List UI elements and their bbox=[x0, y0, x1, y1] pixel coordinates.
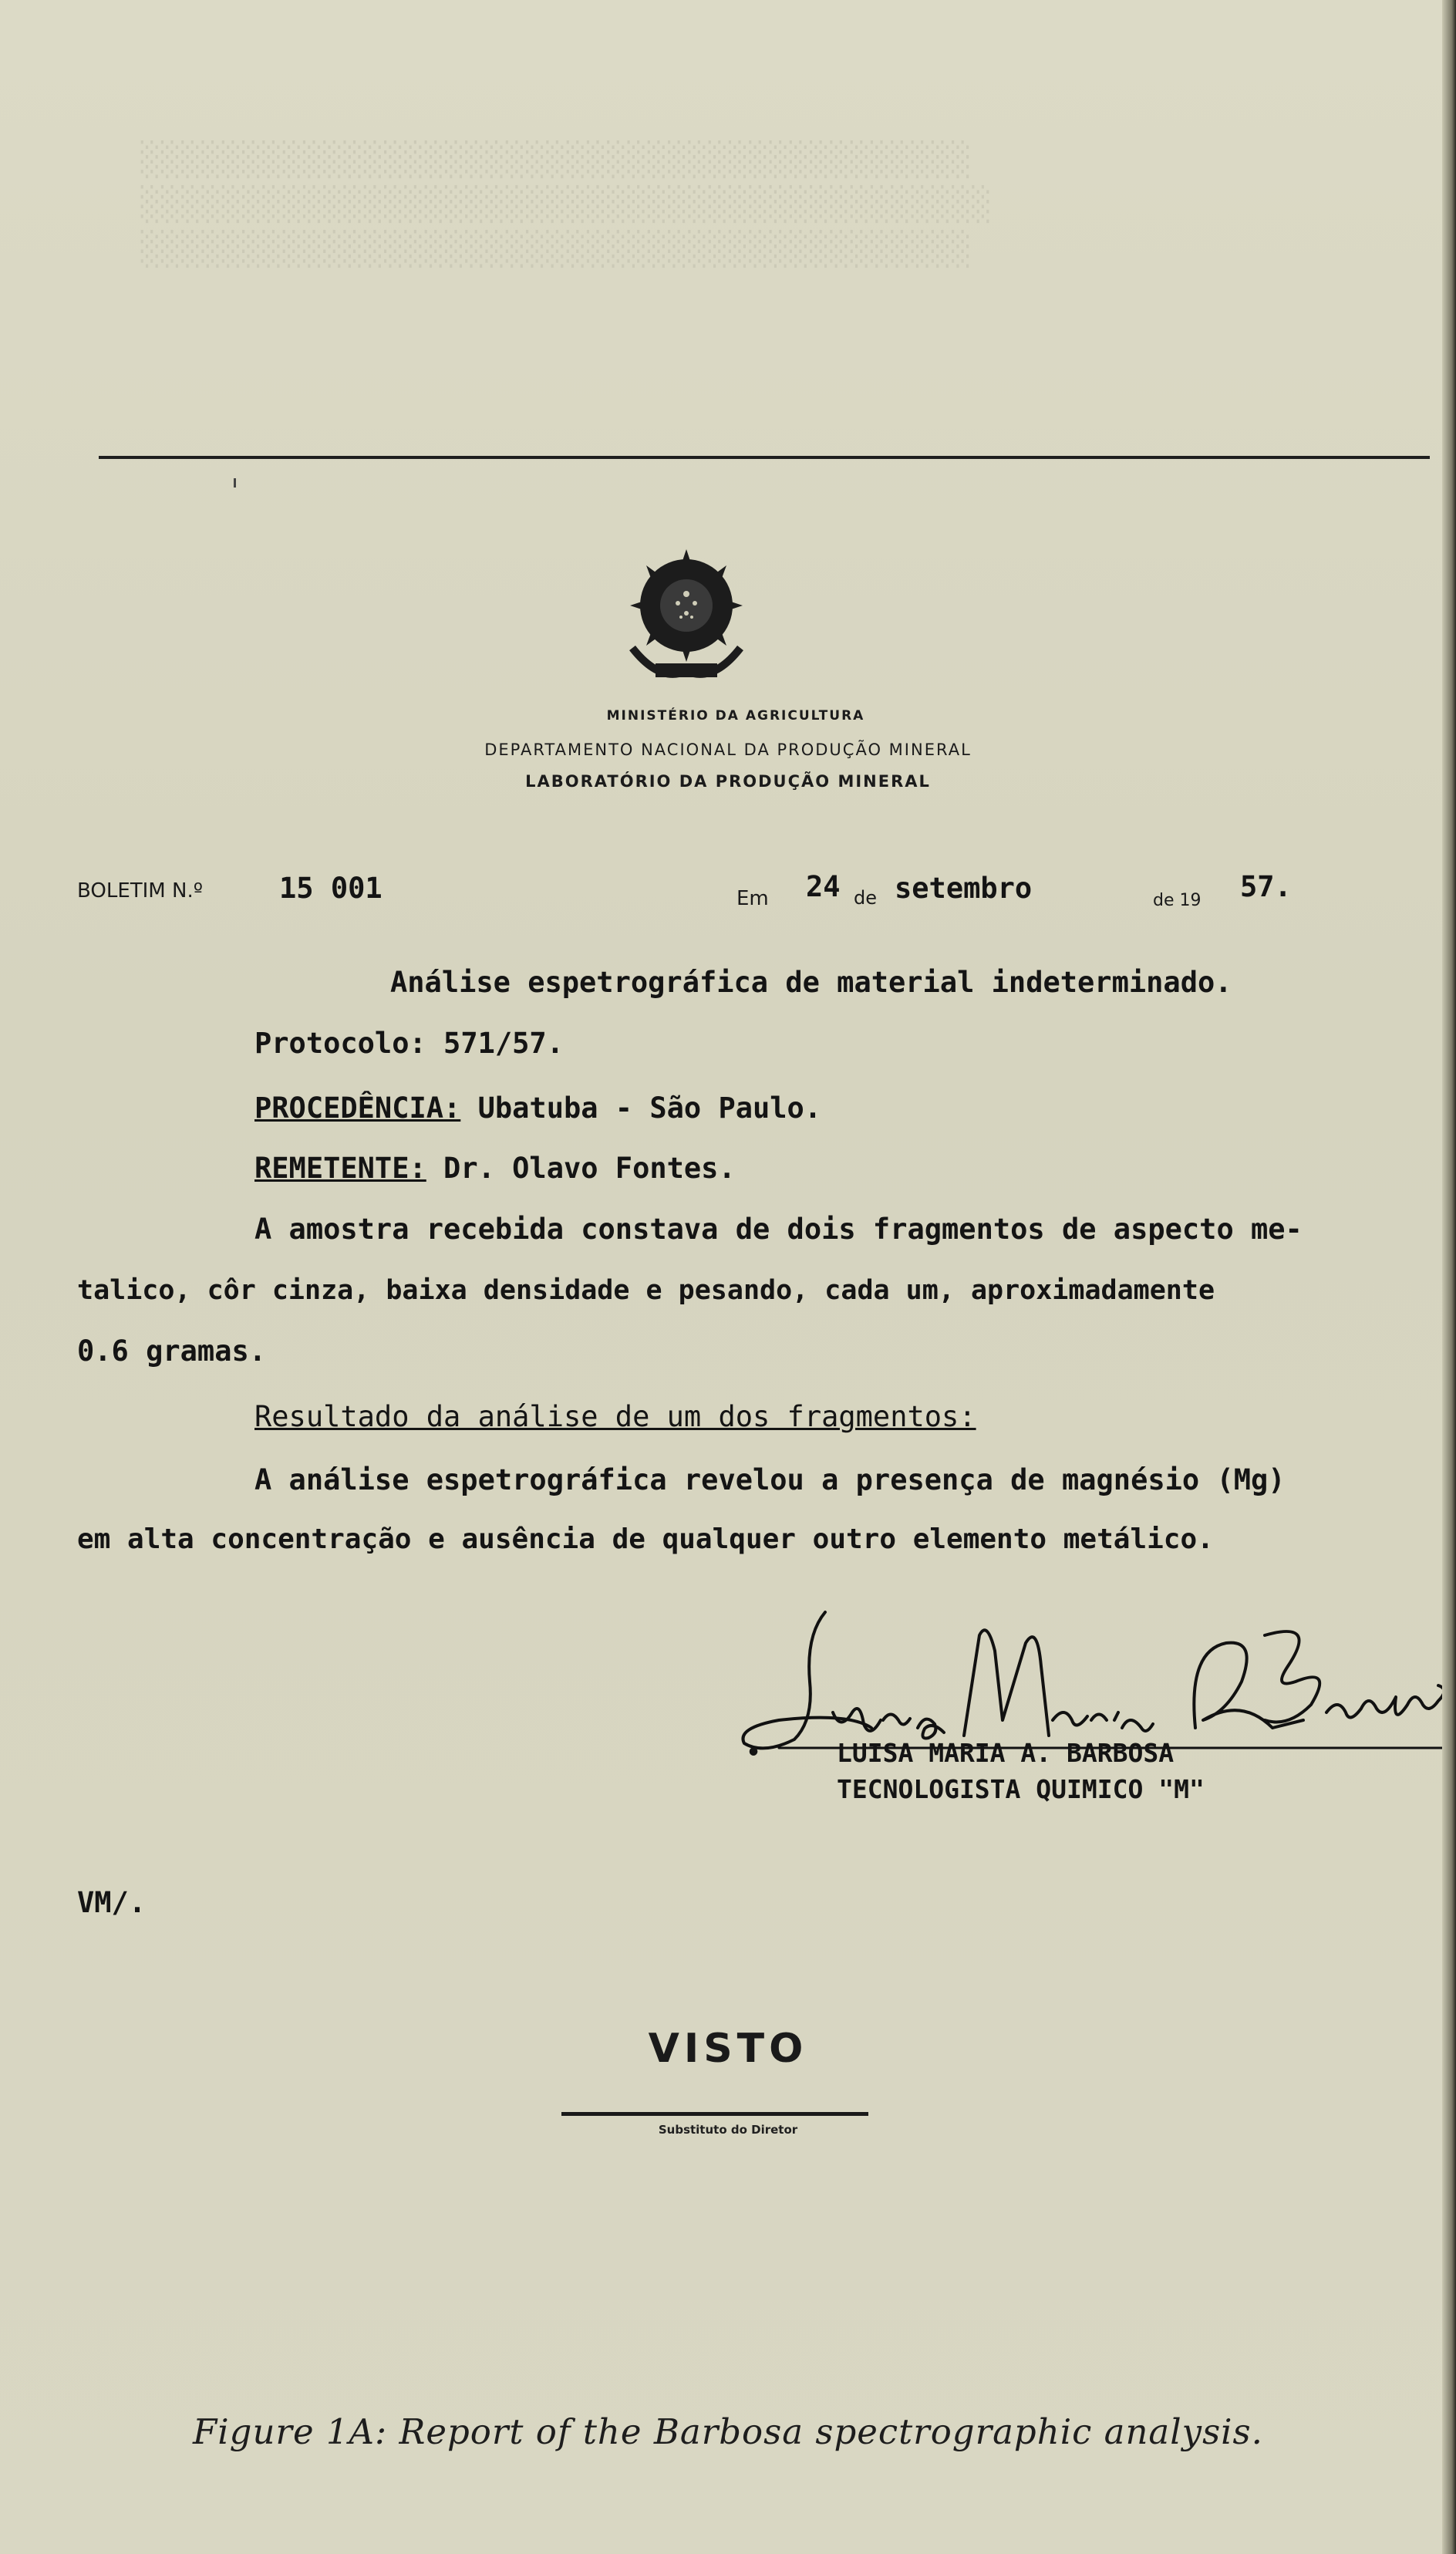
result-line-2: em alta concentração e ausência de qualquer outro elemento metálico. bbox=[77, 1523, 1214, 1555]
date-de-label: de bbox=[854, 887, 877, 909]
origin-line bbox=[254, 1091, 821, 1125]
sender-value: Dr. Olavo Fontes. bbox=[443, 1152, 736, 1185]
bulletin-number: 15 001 bbox=[279, 872, 383, 905]
protocol-label: Protocolo: bbox=[254, 1027, 426, 1060]
protocol-value: 571/57. bbox=[443, 1027, 564, 1060]
date-month: setembro bbox=[895, 872, 1033, 905]
sample-line-3: 0.6 gramas. bbox=[77, 1334, 267, 1368]
signature-dot: • bbox=[747, 1739, 761, 1766]
result-heading: Resultado da análise de um dos fragmentos: bbox=[254, 1400, 976, 1433]
laboratory-heading: LABORATÓRIO DA PRODUÇÃO MINERAL bbox=[525, 772, 931, 791]
visto-stamp: VISTO bbox=[648, 2026, 808, 2072]
coat-of-arms-emblem bbox=[613, 540, 760, 694]
typist-initials: VM/. bbox=[77, 1886, 147, 1919]
bleed-through-text: ░░░░░░░░░░░░░░░░░░░░░░░░░░░░░░░░░░░░░░░░░ ░░░░░░░░░░░░░░░░░░░░░░░░░░░░░░░░░░░░░░░░░░ ░░░░░░░░░░░░░░░░░░░░░░░░░░░░░░░░░░░░░░░░░ bbox=[140, 140, 993, 268]
origin-value: Ubatuba - São Paulo. bbox=[477, 1091, 822, 1125]
substitute-director-label: Substituto do Diretor bbox=[658, 2123, 798, 2137]
sample-line-2: talico, côr cinza, baixa densidade e pesando, cada um, aproximadamente bbox=[77, 1275, 1215, 1306]
result-line-1: A análise espetrográfica revelou a presença de magnésio (Mg) bbox=[254, 1463, 1286, 1496]
ministry-heading: MINISTÉRIO DA AGRICULTURA bbox=[606, 708, 865, 724]
figure-caption: Figure 1A: Report of the Barbosa spectrographic analysis. bbox=[193, 2411, 1263, 2452]
top-rule bbox=[99, 456, 1430, 459]
protocol-line bbox=[254, 1027, 564, 1060]
bulletin-label: BOLETIM N.º bbox=[77, 879, 203, 903]
date-em-label: Em bbox=[736, 887, 769, 910]
sender-label: REMETENTE: bbox=[254, 1152, 426, 1185]
date-year: 57. bbox=[1240, 870, 1292, 903]
page-edge-shadow bbox=[1442, 0, 1456, 2554]
ink-mark bbox=[234, 478, 236, 488]
signatory-title: TECNOLOGISTA QUIMICO "M" bbox=[837, 1774, 1205, 1804]
origin-label: PROCEDÊNCIA: bbox=[254, 1091, 461, 1125]
visto-rule bbox=[561, 2112, 868, 2116]
date-de19-label: de 19 bbox=[1153, 891, 1202, 910]
sender-line bbox=[254, 1152, 736, 1185]
sample-line-1: A amostra recebida constava de dois fragmentos de aspecto me- bbox=[254, 1213, 1303, 1246]
report-title: Análise espetrográfica de material indeterminado. bbox=[390, 966, 1232, 999]
department-heading: DEPARTAMENTO NACIONAL DA PRODUÇÃO MINERAL bbox=[484, 741, 972, 759]
signatory-name: LUISA MARIA A. BARBOSA bbox=[837, 1738, 1175, 1768]
date-day: 24 bbox=[806, 870, 841, 903]
